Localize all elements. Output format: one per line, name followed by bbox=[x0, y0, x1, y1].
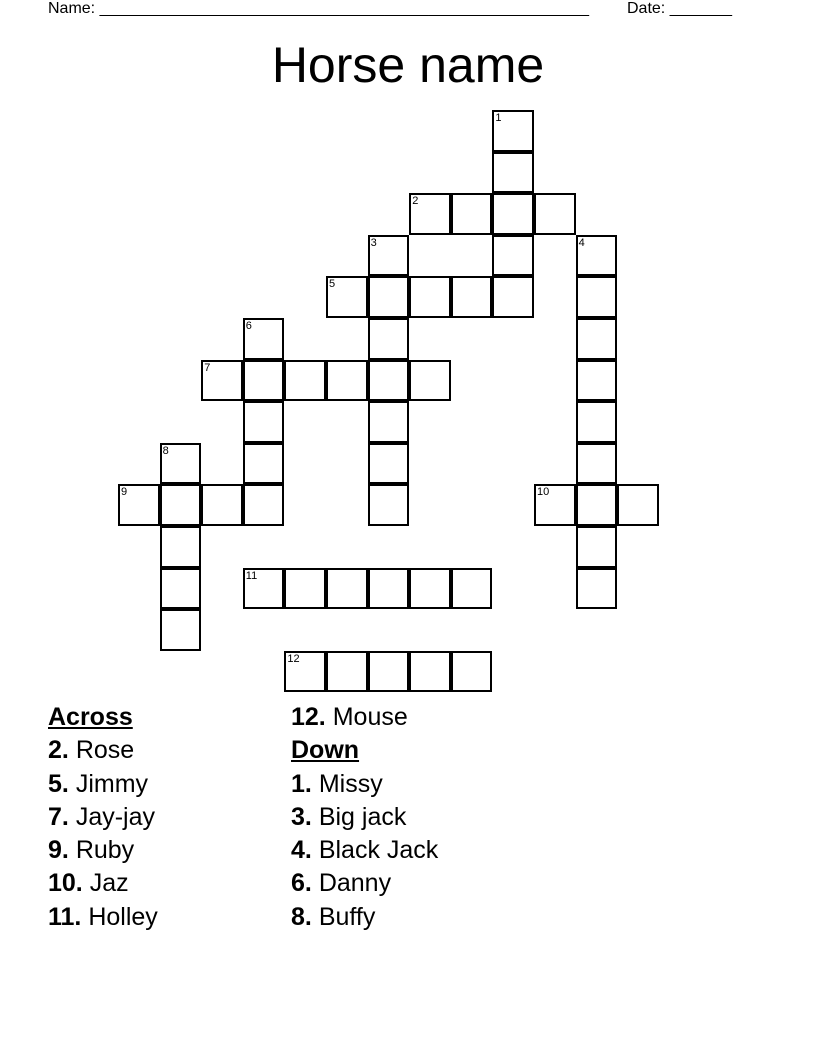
clue-text: Buffy bbox=[318, 902, 376, 931]
grid-cell[interactable] bbox=[409, 651, 451, 693]
grid-cell[interactable] bbox=[243, 568, 285, 610]
grid-cell[interactable] bbox=[617, 484, 659, 526]
grid-cell[interactable] bbox=[576, 276, 618, 318]
grid-cell[interactable] bbox=[368, 484, 410, 526]
clue-across-2 bbox=[48, 734, 158, 767]
cell-number: 5 bbox=[329, 278, 336, 291]
grid-cell[interactable] bbox=[368, 443, 410, 485]
grid-cell[interactable] bbox=[534, 193, 576, 235]
clue-number: 4. bbox=[291, 836, 312, 865]
grid-cell[interactable] bbox=[160, 568, 202, 610]
clue-across-7 bbox=[48, 801, 158, 834]
grid-cell[interactable] bbox=[368, 651, 410, 693]
clue-number: 1. bbox=[291, 769, 312, 798]
clue-down-8 bbox=[291, 901, 438, 934]
grid-cell[interactable] bbox=[160, 484, 202, 526]
clue-number: 6. bbox=[291, 869, 312, 898]
grid-cell[interactable] bbox=[368, 360, 410, 402]
clue-down-4 bbox=[291, 834, 438, 867]
cell-number: 1 bbox=[495, 112, 502, 124]
clue-text: Holley bbox=[88, 902, 158, 931]
cell-number: 11 bbox=[245, 569, 258, 582]
cell-number: 7 bbox=[204, 361, 211, 374]
date-field: Date: _______ bbox=[627, 0, 732, 17]
grid-cell[interactable] bbox=[368, 235, 410, 277]
clues-column-right bbox=[291, 701, 438, 934]
grid-cell[interactable] bbox=[284, 568, 326, 610]
clue-text: Danny bbox=[318, 869, 392, 898]
grid-cell[interactable] bbox=[243, 484, 285, 526]
clue-number: 2. bbox=[48, 736, 69, 765]
clue-text: Rose bbox=[75, 736, 135, 765]
grid-cell[interactable] bbox=[368, 276, 410, 318]
clue-across-12 bbox=[291, 701, 438, 734]
grid-cell[interactable] bbox=[576, 401, 618, 443]
grid-cell[interactable] bbox=[409, 193, 451, 235]
clue-down-3 bbox=[291, 801, 438, 834]
cell-number: 10 bbox=[537, 486, 550, 499]
grid-cell[interactable] bbox=[451, 193, 493, 235]
grid-cell[interactable] bbox=[326, 276, 368, 318]
clue-number: 3. bbox=[291, 802, 312, 831]
cell-number: 3 bbox=[370, 236, 377, 249]
clues-column-left bbox=[48, 701, 158, 934]
across-heading: Across bbox=[48, 703, 133, 731]
cell-number: 9 bbox=[121, 486, 128, 499]
grid-cell[interactable] bbox=[243, 318, 285, 360]
cell-number: 8 bbox=[162, 444, 169, 457]
grid-cell[interactable] bbox=[368, 568, 410, 610]
grid-cell[interactable] bbox=[534, 484, 576, 526]
clue-text: Ruby bbox=[75, 836, 135, 865]
cell-number: 12 bbox=[287, 652, 300, 665]
grid-cell[interactable] bbox=[160, 609, 202, 651]
clue-number: 11. bbox=[48, 902, 82, 931]
down-heading: Down bbox=[291, 736, 360, 765]
clue-across-5 bbox=[48, 768, 158, 801]
clue-number: 9. bbox=[48, 836, 69, 865]
grid-cell[interactable] bbox=[492, 193, 534, 235]
clue-number: 12. bbox=[291, 703, 326, 731]
grid-cell[interactable] bbox=[284, 651, 326, 693]
grid-cell[interactable] bbox=[576, 318, 618, 360]
grid-cell[interactable] bbox=[160, 443, 202, 485]
grid-cell[interactable] bbox=[326, 360, 368, 402]
grid-cell[interactable] bbox=[576, 568, 618, 610]
grid-cell[interactable] bbox=[326, 651, 368, 693]
name-field: Name: _______________________________________________________ bbox=[48, 0, 589, 17]
grid-cell[interactable] bbox=[368, 318, 410, 360]
clue-across-9 bbox=[48, 834, 158, 867]
grid-cell[interactable] bbox=[576, 443, 618, 485]
grid-cell[interactable] bbox=[409, 568, 451, 610]
grid-cell[interactable] bbox=[451, 568, 493, 610]
clue-text: Missy bbox=[318, 769, 383, 798]
grid-cell[interactable] bbox=[492, 276, 534, 318]
clue-number: 5. bbox=[48, 769, 69, 798]
grid-cell[interactable] bbox=[492, 152, 534, 194]
grid-cell[interactable] bbox=[576, 235, 618, 277]
cell-number: 6 bbox=[245, 320, 252, 332]
clue-text: Mouse bbox=[332, 703, 408, 731]
grid-cell[interactable] bbox=[243, 360, 285, 402]
grid-cell[interactable] bbox=[576, 484, 618, 526]
grid-cell[interactable] bbox=[492, 235, 534, 277]
grid-cell[interactable] bbox=[492, 110, 534, 152]
page-title: Horse name bbox=[271, 37, 545, 93]
clue-number: 8. bbox=[291, 902, 312, 931]
grid-cell[interactable] bbox=[451, 651, 493, 693]
grid-cell[interactable] bbox=[118, 484, 160, 526]
cell-number: 2 bbox=[412, 195, 419, 208]
clue-down-1 bbox=[291, 768, 438, 801]
clue-number: 7. bbox=[48, 802, 69, 831]
clue-text: Big jack bbox=[318, 802, 407, 831]
clue-down-6 bbox=[291, 867, 438, 900]
clue-text: Jimmy bbox=[75, 769, 149, 798]
clue-text: Black Jack bbox=[318, 836, 439, 865]
clue-across-10 bbox=[48, 867, 158, 900]
grid-cell[interactable] bbox=[409, 276, 451, 318]
cell-number: 4 bbox=[578, 236, 585, 249]
clue-number: 10. bbox=[48, 869, 83, 898]
grid-cell[interactable] bbox=[284, 360, 326, 402]
grid-cell[interactable] bbox=[451, 276, 493, 318]
clue-text: Jaz bbox=[89, 869, 129, 898]
grid-cell[interactable] bbox=[576, 526, 618, 568]
grid-cell[interactable] bbox=[243, 443, 285, 485]
grid-cell[interactable] bbox=[576, 360, 618, 402]
grid-cell[interactable] bbox=[243, 401, 285, 443]
grid-cell[interactable] bbox=[201, 484, 243, 526]
grid-cell[interactable] bbox=[368, 401, 410, 443]
grid-cell[interactable] bbox=[160, 526, 202, 568]
grid-cell[interactable] bbox=[201, 360, 243, 402]
grid-cell[interactable] bbox=[409, 360, 451, 402]
grid-cell[interactable] bbox=[326, 568, 368, 610]
clue-text: Jay-jay bbox=[75, 802, 155, 831]
clue-across-11 bbox=[48, 901, 158, 934]
